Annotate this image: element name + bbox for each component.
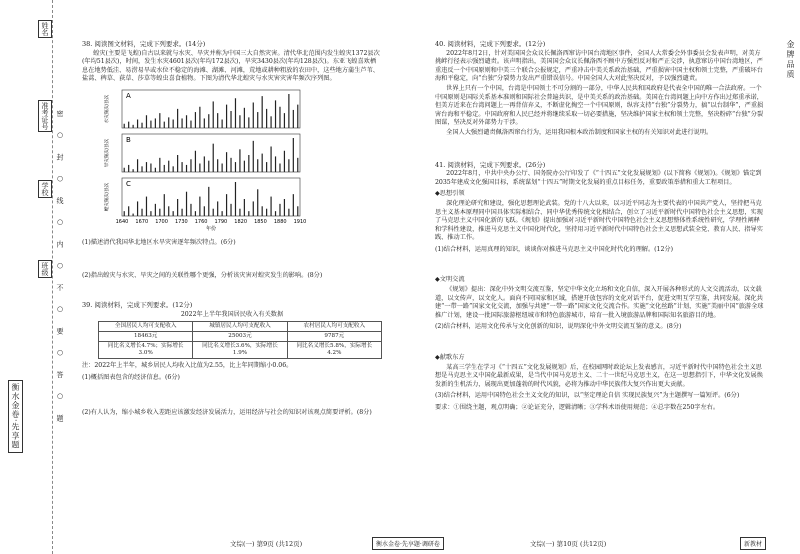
- q39-head: 39. 阅读材料，完成下列要求。(12分): [82, 301, 193, 310]
- q39-table-title: 2022年上半年我国居民收入有关数据: [180, 310, 284, 318]
- q38-ask2: (2)指出蝗灾与水灾、旱灾之间的关联性哪个更强，分析该灾害对蝗灾发生的影响。(8分): [82, 271, 323, 279]
- binding-label-name: 姓名: [38, 20, 52, 38]
- table-header-rural: 农村居民人均可支配收入: [287, 322, 381, 332]
- binding-label-id: 准考证号: [38, 100, 52, 132]
- x-tick-label: 1640: [115, 218, 129, 225]
- q40-p2: 世界上只有一个中国，台湾是中国领土不可分割的一部分，中华人民共和国政府是代表全中国的唯一合法政府。一个中国原则是国际关系基本准则和国际社会普遍共识，是中美关系的政治基础。美国在台湾问题上向中方作出过郑重承诺，但美方近来在台湾问题上一再背信弃义，不断虚化掏空一个中国原则，纵容支持“台独”分裂势力，搞“以台制华”，严重损害台海和平稳定。中国政府和人民已经并将继续采取一切必要措施，坚决维护国家主权和领土完整，坚决粉碎“台独”分裂图谋，坚决反对外部势力干涉。: [435, 84, 764, 127]
- right-column: [435, 40, 765, 414]
- q39-ask1: (1)概括图表包含的经济信息。(6分): [82, 373, 180, 381]
- footer-badge: 新教材: [740, 537, 766, 550]
- q39-ask2: (2)有人认为，缩小城乡收入差距应该激发经济发展活力，运用经济与社会的知识对该观点简要评析。(8分): [82, 408, 372, 416]
- q40-p3: 全国人大强烈谴责佩洛西窜台行为，运用我国根本政治制度和国家主权的有关知识对此进行说明。: [446, 128, 713, 136]
- x-tick-label: 1760: [194, 218, 208, 225]
- panel-frame-A: [122, 90, 300, 128]
- q41-s3-text: 某高三学生在学习《“十四五”文化发展规划》后，在校园网时政论坛上发表感言，习近平新时代中国特色社会主义思想是马克思主义中国化最新成果，是当代中国马克思主义、二十一世纪马克思主义，在这一思想指引下，中华文化发展焕发新的生机活力，展现出更加蓬勃的时代风貌，必将为推动中华民族伟大复兴作出更大贡献。: [435, 363, 763, 388]
- table-growth-rural: 同比名义增长5.8%，实际增长4.2%: [287, 342, 381, 359]
- x-tick-label: 1700: [155, 218, 168, 225]
- table-growth-national: 同比名义增长4.7%；实际增长3.0%: [99, 342, 193, 359]
- income-table: [98, 321, 382, 359]
- footer-right: 文综(一) 第10页 (共12页): [530, 540, 607, 548]
- x-tick-label: 1670: [135, 218, 149, 225]
- right-brand: 金牌品质: [786, 40, 795, 80]
- panel-ylabel-B: 旱灾频次/县次: [105, 138, 110, 168]
- q40-p1: 2022年8月2日，针对美国国会众议长佩洛西窜访中国台湾地区事件，全国人大常委会外事委员会发表声明，对美方挑衅行径表示强烈谴责。该声明指出，美国国会众议长佩洛西不顾中方强烈反对和严正交涉，执意窜访中国台湾地区，严重违反一个中国原则和中美三个联合公报规定，严重冲击中美关系政治基础，严重损害中国主权和领土完整，严重破坏台海和平稳定，向“台独”分裂势力发出严重错误信号。中国全国人大对此坚决反对，予以强烈谴责。: [435, 49, 763, 83]
- q38-text: 蝗灾(主要是飞蝗)自古以来就与水灾、旱灾并称为中国三大自然灾害。清代华北范围内发生蝗灾1372县次(年均51县次)，时间，发生水灾4601县次(年均172县次)，旱灾3430县次(年均128县次)。东亚飞蝗喜欢栖息在地势低洼、易涝易旱或水位不稳定的海滩、湖滩、河滩，荒地或耕种粗放的农田中，这些地方蒲生芦苇、盐蒿、稗草、荻草、莎草等蝗虫喜食植物。下图为清代华北蝗灾与水灾害灾害年频次序列图。: [82, 49, 380, 83]
- x-tick-label: 1850: [254, 218, 267, 225]
- q41-s3-ask: (3)结合材料，运用中国特色社会主义文化的知识，以“坚定理论自信 实现民族复兴”为主题撰写一篇短评。(6分): [435, 392, 740, 400]
- cut-line: [52, 0, 53, 554]
- seal-text: 密 ○ 封 ○ 线 ○ 内 ○ 不 ○ 要 ○ 答 ○ 题: [56, 110, 64, 428]
- footer-left: 文综(一) 第9页 (共12页): [230, 540, 303, 548]
- disaster-chart: [100, 86, 305, 236]
- binding-strip: [0, 0, 49, 554]
- binding-label-class: 班级: [38, 260, 52, 278]
- table-value-national: 18463元: [99, 332, 193, 342]
- q41-s1-title: ◆思想引领: [435, 190, 465, 198]
- q38-head: 38. 阅读图文材料，完成下列要求。(14分): [82, 40, 206, 48]
- brand-label: 衡水金卷·先享题: [8, 380, 23, 453]
- q41-intro: 2022年8月，中共中央办公厅、国务院办公厅印发了《“十四五”文化发展规划》(以下简称《规划》)。《规划》锚定到2035年建成文化强国目标，系统谋划“十四五”时期文化发展的重点目标任务，重要政策举措和重大工程项目。: [435, 170, 762, 186]
- q41-s1-ask: (1)结合材料，运用真理的知识，谈谈你对推进马克思主义中国化时代化的理解。(12分): [435, 245, 674, 253]
- panel-ylabel-A: 水灾频次/县次: [105, 94, 110, 124]
- x-tick-label: 1880: [273, 218, 287, 225]
- panel-label-A: A: [126, 91, 131, 100]
- q41-s3-title: ◆献歌东方: [435, 354, 465, 362]
- x-tick-label: 1820: [234, 218, 248, 225]
- q39-note: 注：2022年上半年，城乡居民人均收入比值为2.55，比上年同期缩小0.06。: [82, 362, 293, 370]
- table-growth-urban: 同比名义增长3.6%，实际增长1.9%: [193, 342, 287, 359]
- table-header-national: 全国居民人均可支配收入: [99, 322, 193, 332]
- x-tick-label: 1910: [293, 218, 307, 225]
- disaster-chart-svg: [100, 86, 305, 236]
- q38-ask1: (1)描述清代我国华北地区水旱灾害逐年频次特点。(6分): [82, 238, 236, 246]
- footer-center: 衡水金卷·先享题·调研卷: [372, 537, 444, 550]
- x-axis-label: 年份: [205, 225, 217, 232]
- q41-s2-text: 《规划》提出：深化中外文明交流互鉴，坚定中华文化立场和文化自信，深入开展各种形式的人文交流活动，以文载道，以文传声，以文化人。面向不同国家和区域，搭建开放包容的文化对话平台，促进文明互学互鉴，共同发展。深化共建“一带一路”国家文化交流，加强与共建“一带一路”国家文化交流合作。实施“文化丝路”计划，实施“美丽中国”旅游全球推广计划，建设一批国际旅游枢纽城市和特色旅游城市，培育一批入境旅游品牌和国际知名旅游目的地。: [435, 286, 764, 319]
- panel-frame-B: [122, 134, 300, 172]
- q40-head: 40. 阅读材料，完成下列要求。(12分): [435, 40, 546, 48]
- q41-s3-req: 要求：①围绕主题，观点明确；②论证充分，逻辑清晰；③学科术语使用规范；④总字数在250字左右。: [435, 404, 720, 411]
- panel-frame-C: [122, 178, 300, 216]
- panel-ylabel-C: 蝗灾频次/县次: [105, 182, 110, 212]
- q41-s2-ask: (2)结合材料，运用文化传承与文化创新的知识，说明深化中外文明交流互鉴的意义。(8分): [435, 323, 682, 331]
- table-value-urban: 25003元: [193, 332, 287, 342]
- table-value-rural: 9787元: [287, 332, 381, 342]
- q41-s2-title: ◆文明交流: [435, 276, 465, 284]
- q41-head: 41. 阅读材料，完成下列要求。(26分): [435, 160, 546, 169]
- panel-label-C: C: [126, 179, 131, 188]
- binding-label-school: 学校: [38, 180, 52, 198]
- table-header-urban: 城镇居民人均可支配收入: [193, 322, 287, 332]
- left-column: [82, 40, 382, 418]
- q41-s1-text: 深化理论研究和建设，强化思想理论武装。党的十八大以来，以习近平同志为主要代表的中国共产党人，坚持把马克思主义基本原理同中国具体实际相结合、同中华优秀传统文化相结合，创立了习近平新时代中国特色社会主义思想，实现了马克思主义中国化新的飞跃。《规划》提出加强对习近平新时代中国特色社会主义思想整体性系统性研究，学理性阐释和学科性建设，推进马克思主义中国化时代化，坚持用习近平新时代中国特色社会主义思想武装全党、教育人民、指导实践、推动工作。: [435, 199, 763, 242]
- panel-label-B: B: [126, 135, 131, 144]
- x-tick-label: 1730: [174, 218, 188, 225]
- x-tick-label: 1790: [214, 218, 228, 225]
